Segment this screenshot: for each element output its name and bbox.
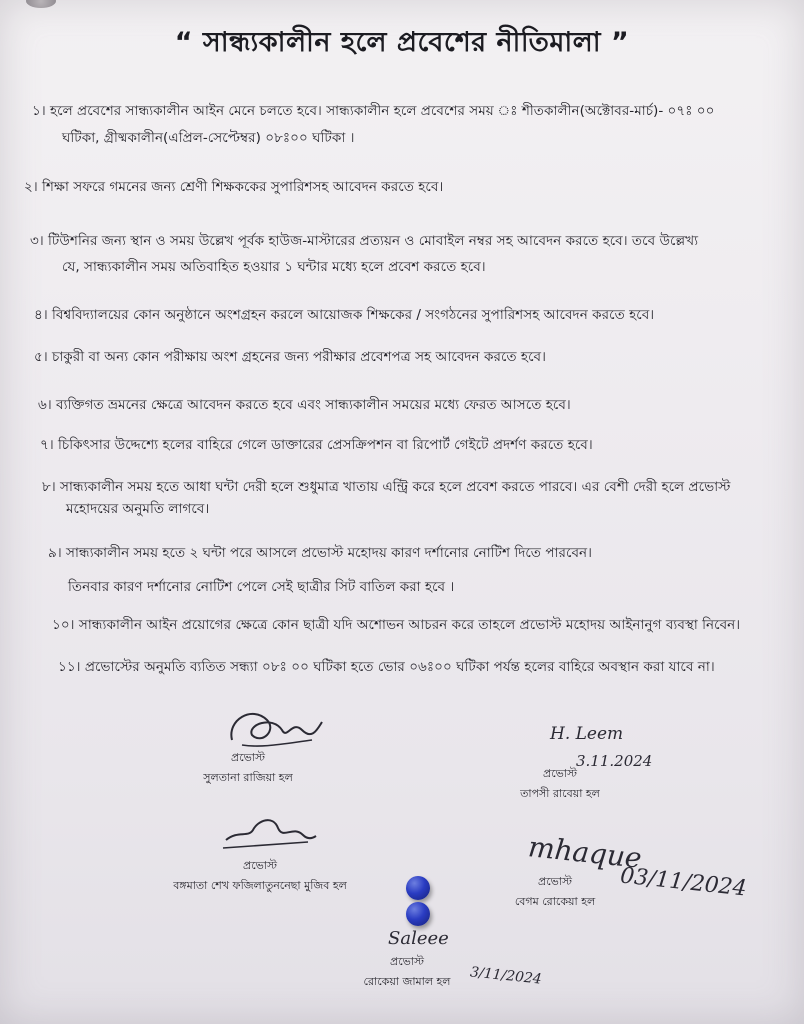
signature-3: [150, 856, 370, 896]
rule-1-line-2: ঘটিকা, গ্রীষ্মকালীন(এপ্রিল-সেপ্টেম্বর) ০৮ঃ০০ ঘটিকা ।: [62, 130, 355, 146]
signature-2: [500, 764, 620, 804]
signature-5-hall: রোকেয়া জামাল হল: [363, 975, 451, 988]
signature-2-role: প্রভোস্ট: [542, 767, 577, 780]
rule-10: ১০। সান্ধ্যকালীন আইন প্রয়োগের ক্ষেত্রে কোন ছাত্রী যদি অশোভন আচরন করে তাহলে প্রভোস্ট মহোদয় আইনানুগ ব্যবস্থা নিবেন।: [52, 617, 741, 633]
rule-3-line-1: ৩। টিউশনির জন্য স্থান ও সময় উল্লেখ পূর্বক হাউজ-মাস্টারের প্রত্যয়ন ও মোবাইল নম্বর সহ আবেদন করতে হবে। তবে উল্লেখ্য: [30, 233, 699, 249]
push-pin-icon: [406, 876, 430, 900]
rule-9-line-2: তিনবার কারণ দর্শানোর নোটিশ পেলে সেই ছাত্রীর সিট বাতিল করা হবে ।: [68, 579, 455, 595]
rule-11: ১১। প্রভোস্টের অনুমতি ব্যতিত সন্ধ্যা ০৮ঃ ০০ ঘটিকা হতে ভোর ০৬ঃ০০ ঘটিকা পর্যন্ত হলের বাহিরে অবস্থান করা যাবে না।: [58, 659, 715, 675]
signature-1-hall: সুলতানা রাজিয়া হল: [203, 771, 293, 784]
rule-4: ৪। বিশ্ববিদ্যালয়ের কোন অনুষ্ঠানে অংশগ্রহন করলে আয়োজক শিক্ষকের / সংগঠনের সুপারিশসহ আবেদন করতে হবে।: [34, 307, 655, 323]
rule-7: ৭। চিকিৎসার উদ্দেশ্যে হলের বাহিরে গেলে ডাক্তারের প্রেসক্রিপশন বা রিপোর্ট গেইটে প্রদর্শণ করতে হবে।: [40, 437, 593, 453]
rule-2: ২। শিক্ষা সফরে গমনের জন্য শ্রেণী শিক্ষককের সুপারিশসহ আবেদন করতে হবে।: [24, 179, 444, 195]
signature-1-role: প্রভোস্ট: [230, 751, 265, 764]
signature-2-date: 3.11.2024: [576, 752, 653, 770]
signature-3-hall: বঙ্গমাতা শেখ ফজিলাতুননেছা মুজিব হল: [173, 879, 347, 892]
rule-1-line-1: ১। হলে প্রবেশের সান্ধ্যকালীন আইন মেনে চলতে হবে। সান্ধ্যকালীন হলে প্রবেশের সময় ঃ শীতকালীন(অক্টোবর-মার্চ)- ০৭ঃ ০০: [32, 103, 715, 119]
signature-4-hall: বেগম রোকেয়া হল: [514, 895, 596, 908]
signature-5-date: 3/11/2024: [469, 964, 543, 988]
push-pin-icon: [406, 902, 430, 926]
rule-3-line-2: যে, সান্ধ্যকালীন সময় অতিবাহিত হওয়ার ১ ঘন্টার মধ্যে হলে প্রবেশ করতে হবে।: [62, 259, 486, 275]
signature-3-role: প্রভোস্ট: [242, 859, 277, 872]
signature-4-role: প্রভোস্ট: [537, 875, 572, 888]
rule-6: ৬। ব্যক্তিগত ভ্রমনের ক্ষেত্রে আবেদন করতে হবে এবং সান্ধ্যকালীন সময়ের মধ্যে ফেরত আসতে হবে।: [38, 397, 571, 413]
signature-5-handwriting: Saleee: [388, 928, 449, 949]
signature-4-date: 03/11/2024: [619, 863, 748, 902]
rule-8-line-2: মহোদয়ের অনুমতি লাগবে।: [66, 501, 210, 517]
signature-4-handwriting: mhaque: [526, 830, 644, 875]
signature-2-handwriting: H. Leem: [550, 724, 624, 744]
signature-5-role: প্রভোস্ট: [389, 955, 424, 968]
notice-title: “ সান্ধ্যকালীন হলে প্রবেশের নীতিমালা ”: [174, 27, 630, 58]
signature-2-hall: তাপসী রাবেয়া হল: [520, 787, 600, 800]
signature-1: [178, 748, 318, 788]
signature-scribble-3: [218, 810, 318, 860]
rule-9-line-1: ৯। সান্ধ্যকালীন সময় হতে ২ ঘন্টা পরে আসলে প্রভোস্ট মহোদয় কারণ দর্শানোর নোটিশ দিতে পারবেন।: [48, 545, 592, 561]
signature-5: [352, 952, 462, 992]
signature-4: [500, 872, 610, 912]
rule-5: ৫। চাকুরী বা অন্য কোন পরীক্ষায় অংশ গ্রহনের জন্য পরীক্ষার প্রবেশপত্র সহ আবেদন করতে হবে।: [34, 349, 546, 365]
rule-8-line-1: ৮। সান্ধ্যকালীন সময় হতে আধা ঘন্টা দেরী হলে শুধুমাত্র খাতায় এন্ট্রি করে হলে প্রবেশ করতে পারবে। এর বেশী দেরী হলে প্রভোস্ট: [42, 479, 731, 495]
